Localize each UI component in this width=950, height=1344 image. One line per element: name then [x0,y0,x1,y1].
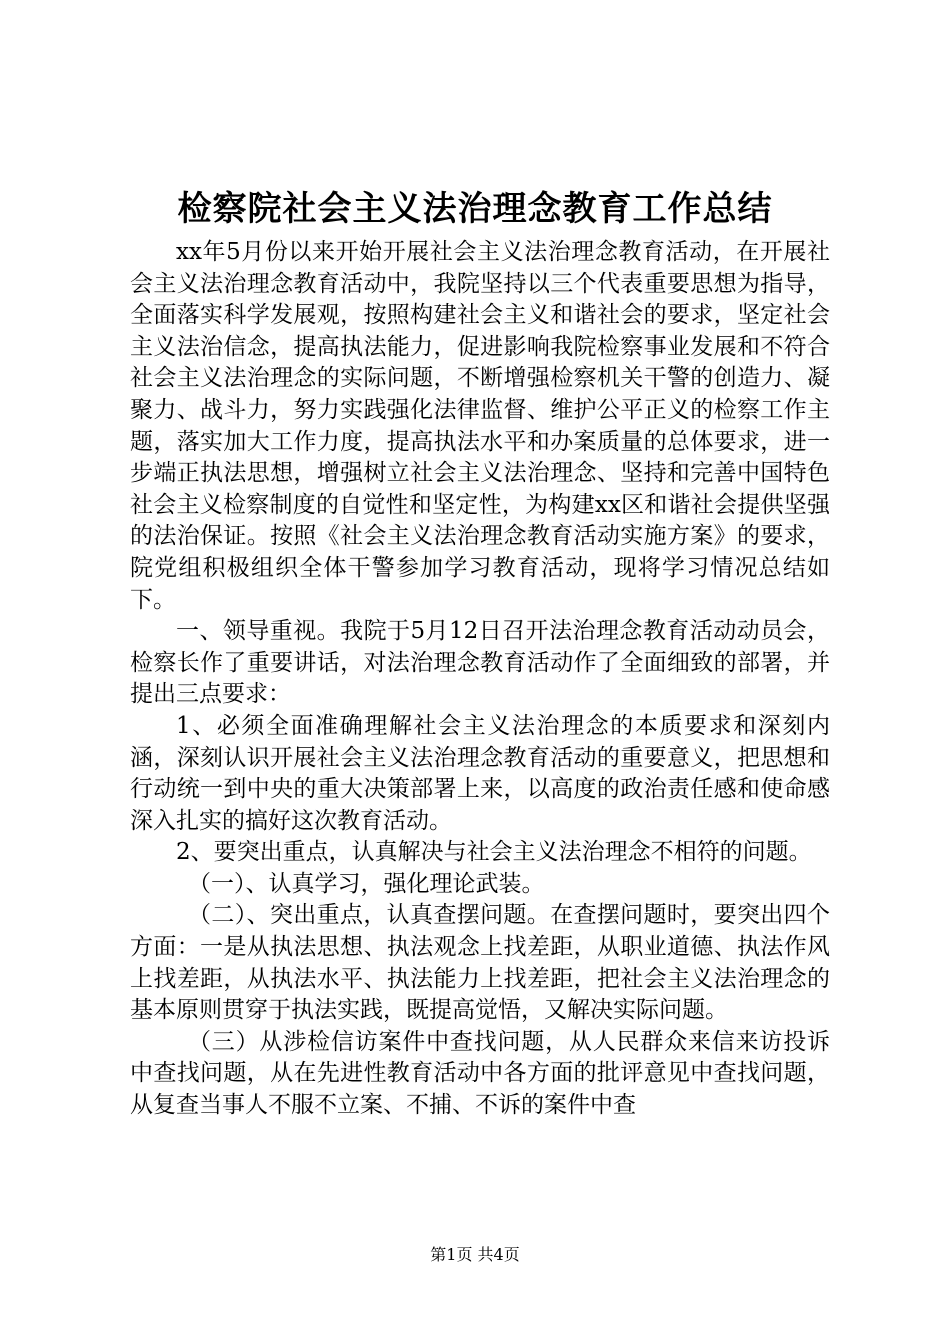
paragraph-item-3: （三）从涉检信访案件中查找问题，从人民群众来信来访投诉中查找问题，从在先进性教育活动中各方面的批评意见中查找问题，从复查当事人不服不立案、不捕、不诉的案件中查 [130,1028,830,1119]
document-body [130,237,830,1122]
page-number: 第1页 共4页 [430,1245,520,1264]
paragraph-intro: xx年5月份以来开始开展社会主义法治理念教育活动，在开展社会主义法治理念教育活动中，我院坚持以三个代表重要思想为指导，全面落实科学发展观，按照构建社会主义和谐社会的要求，坚定社会主义法治信念，提高执法能力，促进影响我院检察事业发展和不符合社会主义法治理念的实际问题，不断增强检察机关干警的创造力、凝聚力、战斗力，努力实践强化法律监督、维护公平正义的检察工作主题，落实加大工作力度，提高执法水平和办案质量的总体要求，进一步端正执法思想，增强树立社会主义法治理念、坚持和完善中国特色社会主义检察制度的自觉性和坚定性，为构建xx区和谐社会提供坚强的法治保证。按照《社会主义法治理念教育活动实施方案》的要求，院党组积极组织全体干警参加学习教育活动，现将学习情况总结如下。 [130,239,830,613]
paragraph-item-2: （二）、突出重点，认真查摆问题。在查摆问题时，要突出四个方面：一是从执法思想、执法观念上找差距，从职业道德、执法作风上找差距，从执法水平、执法能力上找差距，把社会主义法治理念的基本原则贯穿于执法实践，既提高觉悟，又解决实际问题。 [130,902,830,1024]
document-title: 检察院社会主义法治理念教育工作总结 [177,189,773,229]
paragraph-requirement-2: 2、要突出重点，认真解决与社会主义法治理念不相符的问题。 [176,839,812,866]
paragraph-item-1: （一）、认真学习，强化理论武装。 [188,870,545,897]
paragraph-leadership: 一、领导重视。我院于5月12日召开法治理念教育活动动员会，检察长作了重要讲话，对法治理念教育活动作了全面细致的部署，并提出三点要求： [130,618,830,708]
paragraph-requirement-1: 1、必须全面准确理解社会主义法治理念的本质要求和深刻内涵，深刻认识开展社会主义法治理念教育活动的重要意义，把思想和行动统一到中央的重大决策部署上来，以高度的政治责任感和使命感深入扎实的搞好这次教育活动。 [130,712,830,834]
